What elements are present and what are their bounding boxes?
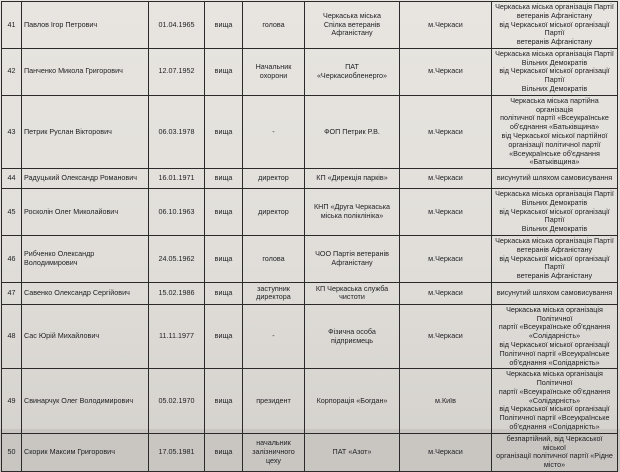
candidate-name: Скорик Максим Григорович [22,433,149,471]
workplace: КП «Дирекція парків» [305,169,400,189]
row-number: 41 [2,2,22,49]
candidate-name: Свинарчук Олег Володимирович [22,369,149,433]
education: вища [205,369,243,433]
workplace: КНП «Друга Черкаська міська поліклініка» [305,189,400,236]
table-row [2,304,618,368]
position: президент [243,369,305,433]
birth-date: 24.05.1962 [149,235,205,282]
nominated-by: висунутий шляхом самовисування [492,169,618,189]
position: голова [243,2,305,49]
education: вища [205,304,243,368]
education: вища [205,433,243,471]
table-row [2,433,618,471]
residence-city: м.Черкаси [400,433,492,471]
birth-date: 05.02.1970 [149,369,205,433]
table-row [2,169,618,189]
workplace: ПАТ «Азот» [305,433,400,471]
row-number: 43 [2,95,22,168]
nominated-by: Черкаська міська організація Партії ветеранів Афганістану від Черкаської міської організації Партії ветеранів Афганістану [492,235,618,282]
row-number: 44 [2,169,22,189]
candidate-name: Петрик Руслан Вікторович [22,95,149,168]
table-row [2,369,618,433]
row-number: 47 [2,282,22,304]
position: голова [243,235,305,282]
nominated-by: Черкаська міська організація Партії Вільних Демократів від Черкаської міської організації Партії Вільних Демократів [492,189,618,236]
education: вища [205,282,243,304]
nominated-by: Черкаська міська організація Політичної партії «Всеукраїнське об'єднання «Солідарність» від Черкаської міської організації Політичної партії «Всеукраїнське об'єднання «Солідарність» [492,304,618,368]
position: начальник залізничного цеху [243,433,305,471]
table-body [2,2,618,472]
row-number: 42 [2,48,22,95]
row-number: 49 [2,369,22,433]
workplace: Фізична особа підприємець [305,304,400,368]
row-number: 45 [2,189,22,236]
candidate-name: Сас Юрій Михайлович [22,304,149,368]
birth-date: 01.04.1965 [149,2,205,49]
nominated-by: Черкаська міська організація Партії Вільних Демократів від Черкаської міської організації Партії Вільних Демократів [492,48,618,95]
birth-date: 17.05.1981 [149,433,205,471]
residence-city: м.Черкаси [400,304,492,368]
position: - [243,95,305,168]
nominated-by: Черкаська міська організація Партії ветеранів Афганістану від Черкаської міської організації Партії ветеранів Афганістану [492,2,618,49]
workplace: КП Черкаська служба чистоти [305,282,400,304]
birth-date: 16.01.1971 [149,169,205,189]
nominated-by: Черкаська міська організація Політичної партії «Всеукраїнське об'єднання «Солідарність» від Черкаської міської організації Політичної партії «Всеукраїнське об'єднання «Солідарність» [492,369,618,433]
row-number: 48 [2,304,22,368]
birth-date: 15.02.1986 [149,282,205,304]
residence-city: м.Черкаси [400,235,492,282]
candidate-name: Павлов Ігор Петрович [22,2,149,49]
candidate-name: Панченко Микола Григорович [22,48,149,95]
residence-city: м.Черкаси [400,48,492,95]
education: вища [205,2,243,49]
position: директор [243,189,305,236]
position: - [243,304,305,368]
residence-city: м.Черкаси [400,189,492,236]
position: заступник директора [243,282,305,304]
table-row [2,235,618,282]
workplace: ФОП Петрик Р.В. [305,95,400,168]
residence-city: м.Черкаси [400,2,492,49]
table-row [2,2,618,49]
residence-city: м.Черкаси [400,282,492,304]
education: вища [205,235,243,282]
position: Начальник охорони [243,48,305,95]
table-row [2,189,618,236]
workplace: ЧОО Партія ветеранів Афганістану [305,235,400,282]
nominated-by: Черкаська міська партійна організація політичної партії «Всеукраїнське об'єднання «Батьківщина» від Черкаської міської партійної організації політичної партії «Всеукраїнське об'єднання «Батьківщина» [492,95,618,168]
position: директор [243,169,305,189]
education: вища [205,189,243,236]
residence-city: м.Черкаси [400,95,492,168]
candidate-name: Радуцький Олександр Романович [22,169,149,189]
nominated-by: безпартійний, від Черкаської міської організації політичної партії «Рідне місто» [492,433,618,471]
table-row [2,282,618,304]
row-number: 50 [2,433,22,471]
row-number: 46 [2,235,22,282]
residence-city: м.Київ [400,369,492,433]
table-row [2,95,618,168]
workplace: ПАТ «Черкасиобленерго» [305,48,400,95]
candidates-table [1,1,618,472]
education: вища [205,95,243,168]
candidate-name: Рибченко Олександр Володимирович [22,235,149,282]
birth-date: 11.11.1977 [149,304,205,368]
candidate-name: Савенко Олександр Сергійович [22,282,149,304]
residence-city: м.Черкаси [400,169,492,189]
birth-date: 06.03.1978 [149,95,205,168]
birth-date: 12.07.1952 [149,48,205,95]
table-row [2,48,618,95]
nominated-by: висунутий шляхом самовисування [492,282,618,304]
education: вища [205,169,243,189]
candidate-name: Росколін Олег Миколайович [22,189,149,236]
education: вища [205,48,243,95]
workplace: Черкаська міська Спілка ветеранів Афганістану [305,2,400,49]
workplace: Корпорація «Богдан» [305,369,400,433]
birth-date: 06.10.1963 [149,189,205,236]
